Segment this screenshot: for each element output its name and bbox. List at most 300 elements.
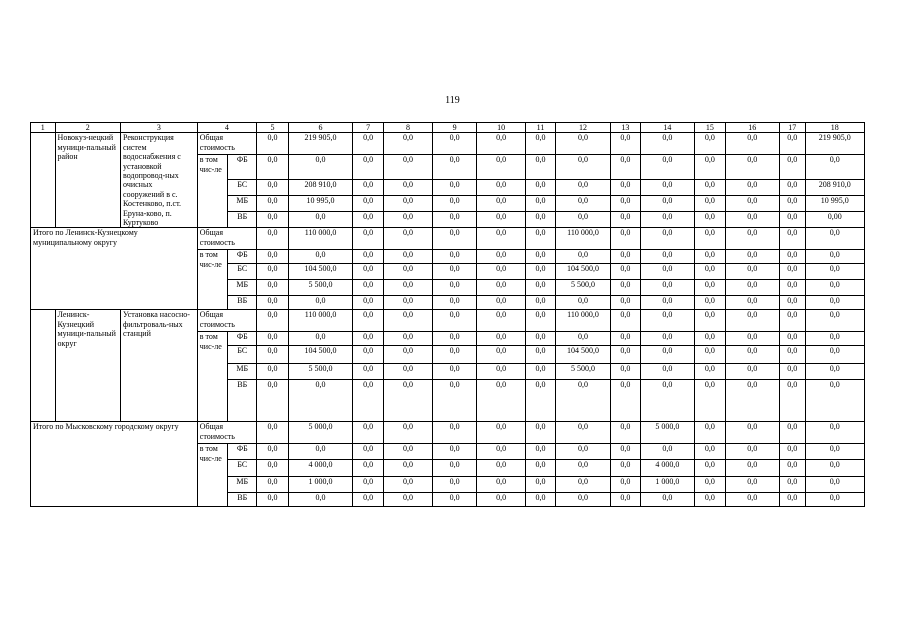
value-cell: 0,0: [477, 228, 526, 250]
value-cell: 0,0: [640, 444, 694, 460]
value-cell: 0,0: [257, 477, 289, 493]
value-cell: 0,0: [695, 133, 726, 155]
total-cost-label: Общая стоимость: [197, 310, 256, 332]
value-cell: 0,0: [257, 228, 289, 250]
header-cell: 8: [383, 123, 432, 133]
value-cell: 208 910,0: [805, 180, 865, 196]
value-cell: 0,0: [433, 460, 477, 477]
value-cell: 0,0: [779, 296, 805, 310]
value-cell: 0,0: [611, 477, 641, 493]
value-cell: 0,0: [725, 477, 779, 493]
value-cell: 0,0: [695, 444, 726, 460]
source-label-fb: ФБ: [228, 250, 257, 264]
value-cell: 0,0: [383, 380, 432, 422]
value-cell: 0,0: [477, 460, 526, 477]
value-cell: 208 910,0: [288, 180, 352, 196]
value-cell: 0,0: [611, 196, 641, 212]
value-cell: 0,0: [640, 364, 694, 380]
header-cell: 17: [779, 123, 805, 133]
value-cell: 0,0: [725, 332, 779, 346]
value-cell: 0,0: [695, 250, 726, 264]
header-row: [31, 123, 865, 133]
value-cell: 1 000,0: [288, 477, 352, 493]
value-cell: 0,0: [695, 460, 726, 477]
value-cell: 0,0: [555, 477, 610, 493]
value-cell: 0,0: [526, 422, 556, 444]
value-cell: 0,0: [695, 477, 726, 493]
value-cell: 0,0: [353, 444, 384, 460]
value-cell: 4 000,0: [288, 460, 352, 477]
value-cell: 0,0: [526, 296, 556, 310]
value-cell: 0,0: [555, 493, 610, 507]
value-cell: 0,0: [695, 280, 726, 296]
value-cell: 10 995,0: [805, 196, 865, 212]
value-cell: 0,0: [725, 180, 779, 196]
value-cell: 0,0: [695, 212, 726, 228]
value-cell: 0,0: [695, 196, 726, 212]
header-cell: 2: [55, 123, 120, 133]
value-cell: 0,0: [257, 250, 289, 264]
value-cell: 0,0: [477, 332, 526, 346]
value-cell: 0,0: [288, 332, 352, 346]
value-cell: 0,0: [433, 228, 477, 250]
value-cell: 0,0: [611, 133, 641, 155]
row-number-cell: [31, 310, 56, 422]
value-cell: 0,0: [257, 493, 289, 507]
value-cell: 0,0: [611, 310, 641, 332]
value-cell: 0,0: [695, 296, 726, 310]
value-cell: 4 000,0: [640, 460, 694, 477]
value-cell: 0,0: [725, 460, 779, 477]
value-cell: 0,0: [555, 380, 610, 422]
value-cell: 0,0: [779, 332, 805, 346]
value-cell: 0,0: [611, 250, 641, 264]
value-cell: 0,0: [288, 296, 352, 310]
value-cell: 0,0: [526, 180, 556, 196]
source-label-vb: ВБ: [228, 212, 257, 228]
value-cell: 0,0: [353, 250, 384, 264]
total-cost-label: Общая стоимость: [197, 422, 256, 444]
section-total-title: Итого по Ленинск-Кузнецкому муниципальному округу: [31, 228, 198, 310]
value-cell: 0,0: [611, 296, 641, 310]
value-cell: 0,0: [353, 212, 384, 228]
value-cell: 0,0: [555, 180, 610, 196]
value-cell: 0,0: [433, 332, 477, 346]
value-cell: 0,0: [555, 444, 610, 460]
value-cell: 0,0: [257, 180, 289, 196]
source-label-bs: БС: [228, 180, 257, 196]
value-cell: 0,0: [779, 460, 805, 477]
header-cell: 13: [611, 123, 641, 133]
value-cell: 0,0: [611, 380, 641, 422]
source-label-bs: БС: [228, 346, 257, 364]
value-cell: 0,0: [695, 264, 726, 280]
incl-label: в том чис-ле: [197, 332, 228, 422]
source-label-fb: ФБ: [228, 444, 257, 460]
source-label-bs: БС: [228, 264, 257, 280]
value-cell: 0,0: [695, 180, 726, 196]
value-cell: 0,0: [477, 212, 526, 228]
value-cell: 0,0: [779, 310, 805, 332]
source-label-vb: ВБ: [228, 296, 257, 310]
value-cell: 0,0: [526, 264, 556, 280]
value-cell: 0,0: [433, 264, 477, 280]
source-label-bs: БС: [228, 460, 257, 477]
incl-label: в том чис-ле: [197, 444, 228, 507]
value-cell: 0,0: [477, 444, 526, 460]
value-cell: 0,0: [477, 196, 526, 212]
value-cell: 0,0: [640, 380, 694, 422]
value-cell: 0,0: [725, 155, 779, 180]
value-cell: 0,0: [640, 155, 694, 180]
value-cell: 0,0: [779, 228, 805, 250]
header-cell: 10: [477, 123, 526, 133]
value-cell: 0,0: [611, 364, 641, 380]
value-cell: 0,0: [433, 380, 477, 422]
value-cell: 0,0: [805, 310, 865, 332]
value-cell: 0,0: [526, 460, 556, 477]
value-cell: 0,0: [383, 250, 432, 264]
value-cell: 104 500,0: [555, 264, 610, 280]
value-cell: 0,0: [611, 460, 641, 477]
value-cell: 0,0: [353, 196, 384, 212]
value-cell: 0,0: [353, 310, 384, 332]
header-cell: 1: [31, 123, 56, 133]
value-cell: 0,0: [725, 346, 779, 364]
value-cell: 0,0: [805, 460, 865, 477]
source-label-vb: ВБ: [228, 493, 257, 507]
value-cell: 0,0: [640, 180, 694, 196]
value-cell: 0,0: [779, 180, 805, 196]
header-cell: 18: [805, 123, 865, 133]
value-cell: 0,0: [477, 155, 526, 180]
value-cell: 0,0: [257, 196, 289, 212]
budget-table: [30, 122, 865, 507]
value-cell: 0,0: [805, 380, 865, 422]
value-cell: 0,0: [725, 310, 779, 332]
source-label-fb: ФБ: [228, 332, 257, 346]
value-cell: 0,00: [805, 212, 865, 228]
value-cell: 0,0: [526, 444, 556, 460]
value-cell: 0,0: [695, 332, 726, 346]
value-cell: 0,0: [555, 422, 610, 444]
value-cell: 0,0: [725, 444, 779, 460]
value-cell: 0,0: [526, 380, 556, 422]
value-cell: 0,0: [257, 264, 289, 280]
value-cell: 0,0: [640, 493, 694, 507]
value-cell: 5 500,0: [288, 280, 352, 296]
value-cell: 0,0: [725, 250, 779, 264]
value-cell: 0,0: [779, 212, 805, 228]
value-cell: 0,0: [805, 155, 865, 180]
value-cell: 0,0: [805, 332, 865, 346]
page-number: 119: [445, 95, 460, 106]
value-cell: 0,0: [477, 422, 526, 444]
value-cell: 0,0: [640, 296, 694, 310]
value-cell: 0,0: [477, 493, 526, 507]
value-cell: 0,0: [695, 493, 726, 507]
value-cell: 0,0: [779, 196, 805, 212]
value-cell: 0,0: [383, 332, 432, 346]
municipality-cell: Ленинск-Кузнецкий муници-пальный округ: [55, 310, 120, 422]
header-cell: 14: [640, 123, 694, 133]
value-cell: 0,0: [805, 346, 865, 364]
value-cell: 0,0: [477, 477, 526, 493]
value-cell: 0,0: [695, 228, 726, 250]
header-cell: 6: [288, 123, 352, 133]
value-cell: 0,0: [257, 444, 289, 460]
value-cell: 0,0: [288, 212, 352, 228]
value-cell: 0,0: [805, 493, 865, 507]
value-cell: 0,0: [725, 280, 779, 296]
value-cell: 219 905,0: [288, 133, 352, 155]
value-cell: 0,0: [805, 477, 865, 493]
value-cell: 0,0: [257, 296, 289, 310]
value-cell: 0,0: [353, 364, 384, 380]
value-cell: 0,0: [611, 280, 641, 296]
value-cell: 0,0: [433, 310, 477, 332]
value-cell: 0,0: [779, 280, 805, 296]
value-cell: 0,0: [725, 296, 779, 310]
value-cell: 0,0: [477, 264, 526, 280]
value-cell: 0,0: [555, 155, 610, 180]
value-cell: 5 500,0: [288, 364, 352, 380]
value-cell: 0,0: [779, 364, 805, 380]
value-cell: 0,0: [526, 228, 556, 250]
value-cell: 0,0: [353, 228, 384, 250]
value-cell: 0,0: [611, 228, 641, 250]
table-row: [31, 133, 865, 155]
value-cell: 0,0: [526, 280, 556, 296]
value-cell: 104 500,0: [555, 346, 610, 364]
value-cell: 110 000,0: [288, 310, 352, 332]
value-cell: 0,0: [555, 196, 610, 212]
project-cell: Установка насосно-фильтроваль-ных станций: [121, 310, 198, 422]
value-cell: 0,0: [257, 460, 289, 477]
value-cell: 0,0: [526, 133, 556, 155]
value-cell: 0,0: [725, 228, 779, 250]
value-cell: 0,0: [433, 422, 477, 444]
value-cell: 0,0: [805, 264, 865, 280]
value-cell: 0,0: [477, 380, 526, 422]
value-cell: 0,0: [383, 212, 432, 228]
value-cell: 104 500,0: [288, 346, 352, 364]
table-row: [31, 310, 865, 332]
value-cell: 0,0: [257, 155, 289, 180]
header-cell: 4: [197, 123, 256, 133]
value-cell: 0,0: [779, 444, 805, 460]
value-cell: 0,0: [257, 212, 289, 228]
value-cell: 0,0: [383, 180, 432, 196]
value-cell: 0,0: [526, 310, 556, 332]
value-cell: 0,0: [288, 380, 352, 422]
section-total-title: Итого по Мысковскому городскому округу: [31, 422, 198, 507]
header-cell: 15: [695, 123, 726, 133]
value-cell: 0,0: [353, 133, 384, 155]
value-cell: 1 000,0: [640, 477, 694, 493]
row-number-cell: [31, 133, 56, 228]
value-cell: 0,0: [433, 133, 477, 155]
value-cell: 0,0: [383, 346, 432, 364]
value-cell: 0,0: [779, 133, 805, 155]
value-cell: 0,0: [257, 310, 289, 332]
value-cell: 0,0: [805, 280, 865, 296]
value-cell: 0,0: [526, 332, 556, 346]
value-cell: 0,0: [433, 196, 477, 212]
value-cell: 0,0: [526, 155, 556, 180]
value-cell: 0,0: [779, 380, 805, 422]
value-cell: 0,0: [695, 422, 726, 444]
value-cell: 0,0: [288, 493, 352, 507]
value-cell: 0,0: [353, 380, 384, 422]
value-cell: 0,0: [725, 196, 779, 212]
value-cell: 0,0: [695, 364, 726, 380]
value-cell: 0,0: [433, 155, 477, 180]
value-cell: 0,0: [640, 212, 694, 228]
value-cell: 0,0: [353, 155, 384, 180]
value-cell: 0,0: [477, 180, 526, 196]
value-cell: 0,0: [288, 444, 352, 460]
value-cell: 0,0: [257, 332, 289, 346]
value-cell: 0,0: [526, 364, 556, 380]
incl-label: в том чис-ле: [197, 155, 228, 228]
value-cell: 0,0: [288, 155, 352, 180]
value-cell: 0,0: [779, 264, 805, 280]
value-cell: 0,0: [779, 250, 805, 264]
value-cell: 0,0: [383, 310, 432, 332]
header-cell: 11: [526, 123, 556, 133]
value-cell: 0,0: [725, 380, 779, 422]
value-cell: 219 905,0: [805, 133, 865, 155]
value-cell: 0,0: [779, 422, 805, 444]
value-cell: 0,0: [640, 264, 694, 280]
value-cell: 0,0: [611, 180, 641, 196]
municipality-cell: Новокуз-нецкий муници-пальный район: [55, 133, 120, 228]
value-cell: 0,0: [433, 280, 477, 296]
value-cell: 0,0: [383, 264, 432, 280]
value-cell: 0,0: [257, 364, 289, 380]
value-cell: 0,0: [640, 228, 694, 250]
value-cell: 0,0: [383, 477, 432, 493]
header-cell: 9: [433, 123, 477, 133]
value-cell: 0,0: [383, 422, 432, 444]
value-cell: 110 000,0: [555, 228, 610, 250]
value-cell: 0,0: [526, 250, 556, 264]
value-cell: 0,0: [383, 493, 432, 507]
value-cell: 0,0: [640, 250, 694, 264]
source-label-vb: ВБ: [228, 380, 257, 422]
total-cost-label: Общая стоимость: [197, 133, 256, 155]
value-cell: 0,0: [805, 364, 865, 380]
value-cell: 0,0: [611, 444, 641, 460]
value-cell: 0,0: [555, 332, 610, 346]
value-cell: 0,0: [383, 296, 432, 310]
value-cell: 0,0: [288, 250, 352, 264]
value-cell: 0,0: [695, 380, 726, 422]
value-cell: 0,0: [477, 250, 526, 264]
value-cell: 0,0: [353, 493, 384, 507]
value-cell: 5 500,0: [555, 364, 610, 380]
value-cell: 0,0: [383, 364, 432, 380]
value-cell: 0,0: [695, 310, 726, 332]
value-cell: 0,0: [433, 296, 477, 310]
value-cell: 0,0: [555, 460, 610, 477]
header-cell: 16: [725, 123, 779, 133]
value-cell: 0,0: [611, 422, 641, 444]
value-cell: 0,0: [640, 310, 694, 332]
value-cell: 0,0: [555, 133, 610, 155]
value-cell: 110 000,0: [555, 310, 610, 332]
incl-label: в том чис-ле: [197, 250, 228, 310]
value-cell: 5 000,0: [640, 422, 694, 444]
value-cell: 0,0: [353, 332, 384, 346]
value-cell: 0,0: [477, 346, 526, 364]
value-cell: 0,0: [257, 380, 289, 422]
value-cell: 0,0: [725, 133, 779, 155]
table-row: [31, 422, 865, 444]
value-cell: 0,0: [433, 477, 477, 493]
value-cell: 0,0: [779, 346, 805, 364]
value-cell: 0,0: [640, 196, 694, 212]
value-cell: 0,0: [805, 250, 865, 264]
source-label-mb: МБ: [228, 364, 257, 380]
value-cell: 10 995,0: [288, 196, 352, 212]
header-cell: 5: [257, 123, 289, 133]
value-cell: 0,0: [383, 280, 432, 296]
value-cell: 0,0: [383, 228, 432, 250]
value-cell: 0,0: [805, 444, 865, 460]
source-label-mb: МБ: [228, 477, 257, 493]
value-cell: 0,0: [611, 493, 641, 507]
value-cell: 0,0: [257, 280, 289, 296]
value-cell: 110 000,0: [288, 228, 352, 250]
value-cell: 0,0: [725, 212, 779, 228]
value-cell: 0,0: [433, 493, 477, 507]
value-cell: 0,0: [433, 346, 477, 364]
value-cell: 0,0: [805, 228, 865, 250]
value-cell: 0,0: [640, 346, 694, 364]
header-cell: 12: [555, 123, 610, 133]
value-cell: 0,0: [611, 264, 641, 280]
value-cell: 0,0: [611, 212, 641, 228]
header-cell: 3: [121, 123, 198, 133]
source-label-fb: ФБ: [228, 155, 257, 180]
value-cell: 5 000,0: [288, 422, 352, 444]
value-cell: 0,0: [611, 346, 641, 364]
header-cell: 7: [353, 123, 384, 133]
value-cell: 0,0: [611, 155, 641, 180]
value-cell: 0,0: [725, 422, 779, 444]
value-cell: 0,0: [353, 280, 384, 296]
value-cell: 0,0: [555, 296, 610, 310]
value-cell: 0,0: [526, 493, 556, 507]
value-cell: 0,0: [353, 477, 384, 493]
table-row: [31, 228, 865, 250]
value-cell: 0,0: [257, 346, 289, 364]
value-cell: 0,0: [257, 133, 289, 155]
value-cell: 0,0: [477, 364, 526, 380]
value-cell: 0,0: [433, 212, 477, 228]
value-cell: 0,0: [477, 133, 526, 155]
value-cell: 0,0: [779, 477, 805, 493]
value-cell: 0,0: [353, 346, 384, 364]
value-cell: 0,0: [477, 296, 526, 310]
value-cell: 0,0: [433, 180, 477, 196]
value-cell: 0,0: [555, 250, 610, 264]
value-cell: 0,0: [433, 250, 477, 264]
value-cell: 0,0: [353, 460, 384, 477]
value-cell: 0,0: [353, 422, 384, 444]
